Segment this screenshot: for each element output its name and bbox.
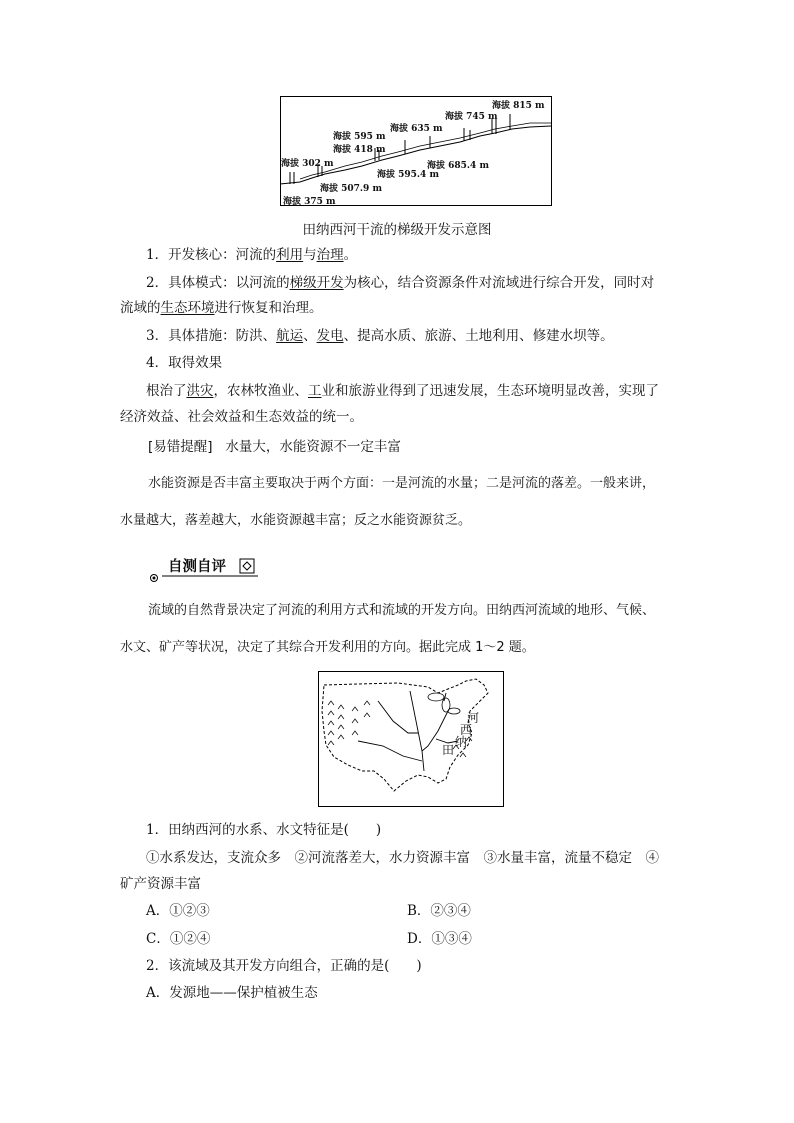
elev-label-302: 海拔 302 m xyxy=(281,159,334,169)
point-2: 2．具体模式：以河流的梯级开发为核心，结合资源条件对流域进行综合开发，同时对 xyxy=(146,275,655,291)
tip-heading xyxy=(148,437,401,457)
point-3: 3．具体措施：防洪、航运、发电、提高水质、旅游、土地利用、修建水坝等。 xyxy=(146,328,614,344)
elev-label-815: 海拔 815 m xyxy=(492,101,545,111)
map-label-xi: 西 xyxy=(460,723,473,737)
q1-choice-b[interactable]: B．②③④ xyxy=(407,903,471,919)
point-4-body-cont: 经济效益、社会效益和生态效益的统一。 xyxy=(120,409,363,425)
tip-title: 水量大，水能资源不一定丰富 xyxy=(225,439,401,455)
elev-label-745: 海拔 745 m xyxy=(445,112,498,122)
intro-line-1: 流域的自然背景决定了河流的利用方式和流域的开发方向。田纳西河流域的地形、气候、 xyxy=(148,603,656,618)
point-4-body: 根治了洪灾，农林牧渔业、工业和旅游业得到了迅速发展，生态环境明显改善，实现了 xyxy=(146,383,659,399)
q2-choice-a[interactable]: A．发源地——保护植被生态 xyxy=(146,985,318,1001)
point-2-cont: 流域的生态环境进行恢复和治理。 xyxy=(120,300,323,316)
us-map xyxy=(318,671,504,807)
figure-caption: 田纳西河干流的梯级开发示意图 xyxy=(302,222,492,238)
elev-label-375: 海拔 375 m xyxy=(283,197,336,207)
q1-options-line-1: ①水系发达，支流众多 ②河流落差大，水力资源丰富 ③水量丰富，流量不稳定 ④ xyxy=(146,850,659,866)
us-map-svg xyxy=(318,671,504,807)
section-header xyxy=(148,554,268,584)
q1-choice-d[interactable]: D．①③④ xyxy=(407,931,472,947)
section-title: 自测自评 xyxy=(168,559,226,575)
elev-label-635: 海拔 635 m xyxy=(390,124,443,134)
elev-label-418: 海拔 418 m xyxy=(333,145,386,155)
q1-choice-c[interactable]: C．①②④ xyxy=(146,931,211,947)
point-4: 4．取得效果 xyxy=(146,355,223,371)
q1-stem: 1．田纳西河的水系、水文特征是( ) xyxy=(146,822,382,838)
map-frame xyxy=(319,672,504,807)
tip-line-2: 水量越大，落差越大，水能资源越丰富；反之水能资源贫乏。 xyxy=(120,513,472,528)
elev-label-5079: 海拔 507.9 m xyxy=(320,184,382,194)
elev-label-685: 海拔 685.4 m xyxy=(427,161,489,171)
cascade-diagram xyxy=(280,96,552,206)
q1-choice-a[interactable]: A．①②③ xyxy=(146,903,210,919)
map-label-he: 河 xyxy=(467,711,480,725)
intro-line-2: 水文、矿产等状况，决定了其综合开发利用的方向。据此完成 1～2 题。 xyxy=(120,640,535,655)
tip-label: [易错提醒] xyxy=(148,439,213,455)
map-label-tian: 田 xyxy=(442,743,455,757)
q1-options-line-2: 矿产资源丰富 xyxy=(120,876,201,892)
elev-label-5954: 海拔 595.4 m xyxy=(377,170,439,180)
elev-label-595: 海拔 595 m xyxy=(333,132,386,142)
q2-stem: 2．该流域及其开发方向组合，正确的是( ) xyxy=(146,958,422,974)
point-1: 1．开发核心：河流的利用与治理。 xyxy=(146,247,358,263)
map-label-na: 纳 xyxy=(455,735,468,749)
tip-line-1: 水能资源是否丰富主要取决于两个方面：一是河流的水量；二是河流的落差。一般来讲， xyxy=(148,476,656,491)
